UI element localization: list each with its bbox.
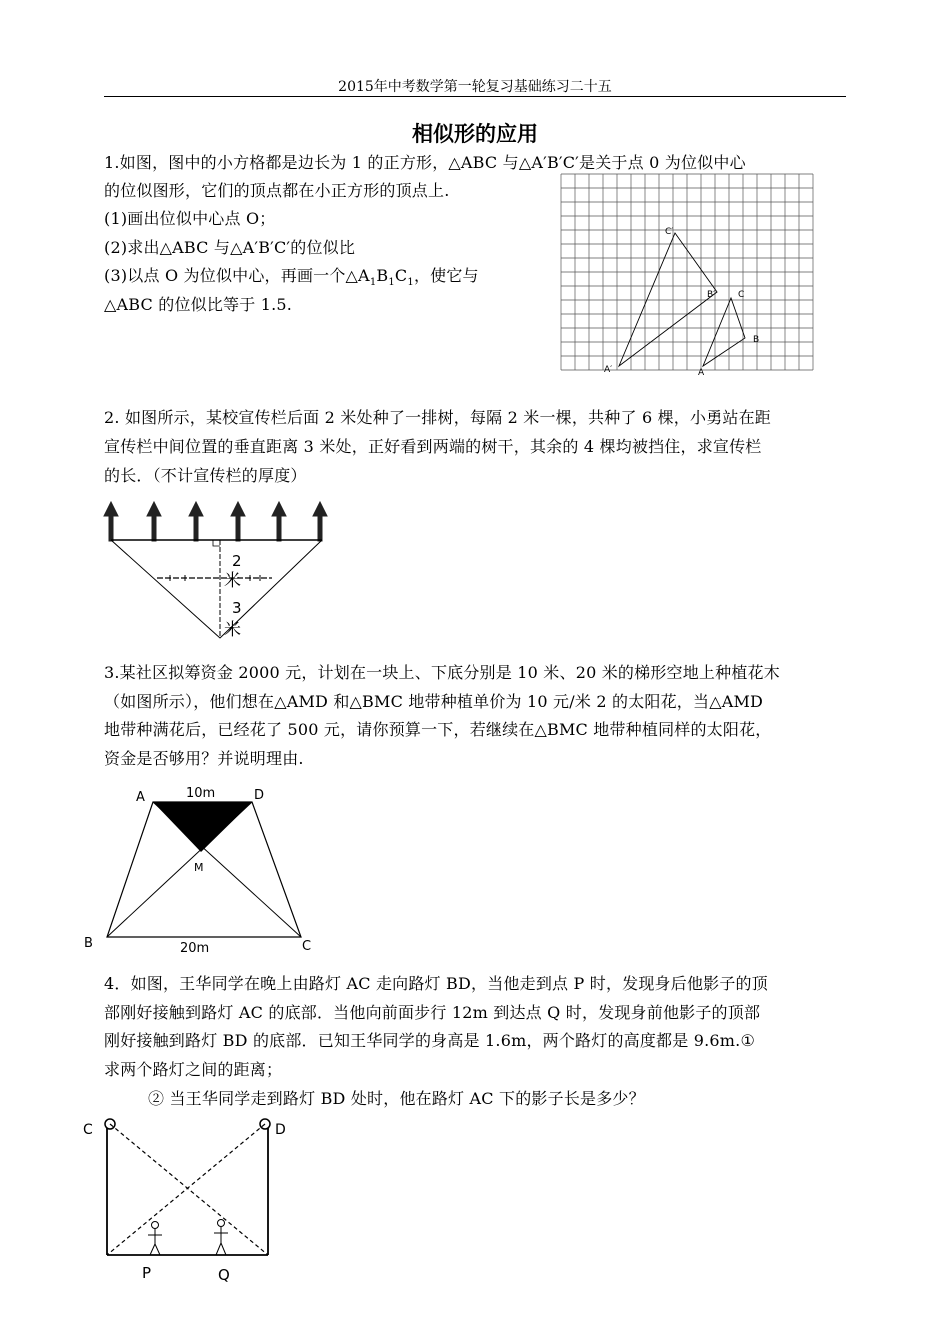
light-ray-from-d (107, 1124, 265, 1255)
right-angle-mark (213, 540, 220, 546)
q2-line-1: 2. 如图所示，某校宣传栏后面 2 米处种了一排树，每隔 2 米一棵，共种了 6 棵，小勇站在距 (104, 408, 772, 427)
q1-part-2: (2)求出△ABC 与△A′B′C′的位似比 (104, 238, 356, 257)
tree-6 (313, 502, 327, 541)
label-d: D (275, 1122, 286, 1138)
q1-part-3-b: B (376, 266, 389, 285)
dist-2-unit: 米 (224, 571, 241, 591)
q2-line-3: 的长．（不计宣传栏的厚度） (104, 466, 307, 485)
tree-4 (231, 502, 245, 541)
q1-sub-3: 1 (407, 277, 414, 289)
label-q: Q (218, 1266, 230, 1284)
q3-line-3: 地带种满花后，已经花了 500 元，请你预算一下，若继续在△BMC 地带种植同样的太阳花， (104, 720, 772, 739)
q2-trees-figure (100, 498, 340, 643)
label-c: C (83, 1122, 93, 1138)
label-top-length: 10m (186, 786, 216, 801)
q1-sub-1: 1 (369, 277, 377, 289)
label-p: P (142, 1264, 152, 1282)
label-a: A (698, 368, 705, 378)
label-c: C (302, 939, 312, 954)
triangle-amd-shaded (153, 802, 252, 852)
page-title: 相似形的应用 (412, 122, 538, 146)
label-b-prime: B′ (707, 290, 716, 300)
person-at-p (148, 1222, 162, 1256)
q4-line-2: 部刚好接触到路灯 AC 的底部．当他向前面步行 12m 到达点 Q 时，发现身前他影子的顶部 (104, 1003, 761, 1022)
q3-trapezoid-figure (80, 780, 320, 955)
q2-line-2: 宣传栏中间位置的垂直距离 3 米处，正好看到两端的树干，其余的 4 棵均被挡住，求宣传栏 (104, 437, 762, 456)
light-ray-from-c (110, 1124, 268, 1255)
tree-2 (147, 502, 161, 541)
dist-3-number: 3 (232, 599, 242, 617)
q4-line-1: 4．如图，王华同学在晚上由路灯 AC 走向路灯 BD，当他走到点 P 时，发现身后他影子的顶 (104, 974, 768, 993)
person-at-q (214, 1220, 228, 1256)
sight-lines (111, 540, 322, 638)
label-a: A (136, 790, 145, 805)
q1-part-3-line-2: △ABC 的位似比等于 1.5. (104, 295, 293, 314)
q1-part-3-d: ，使它与 (413, 266, 479, 285)
label-b: B (84, 936, 93, 951)
q1-sub-2: 1 (388, 277, 395, 289)
tree-3 (189, 502, 203, 541)
dist-2-number: 2 (232, 552, 242, 570)
tree-1 (104, 502, 118, 541)
triangle-a-prime-b-prime-c-prime (619, 233, 717, 366)
q1-part-3-c: C (394, 266, 408, 285)
header-divider (104, 96, 846, 97)
q1-part-3 (104, 263, 479, 288)
label-a-prime: A′ (604, 365, 613, 375)
q4-streetlight-figure (80, 1112, 300, 1287)
q4-line-5: ② 当王华同学走到路灯 BD 处时，他在路灯 AC 下的影子长是多少？ (148, 1089, 645, 1108)
label-b: B (753, 335, 760, 345)
q1-part-1: (1)画出位似中心点 O； (104, 209, 276, 228)
q1-grid-figure (558, 170, 828, 382)
q4-line-4: 求两个路灯之间的距离； (104, 1060, 283, 1079)
label-d: D (254, 788, 265, 803)
label-c: C (738, 290, 745, 300)
q3-line-4: 资金是否够用？并说明理由. (104, 749, 304, 768)
q3-line-1: 3.某社区拟筹资金 2000 元，计划在一块上、下底分别是 10 米、20 米的梯形空地上种植花木 (104, 663, 780, 682)
q1-part-3-a: (3)以点 O 为位似中心，再画一个△A (104, 266, 370, 285)
page-header: 2015年中考数学第一轮复习基础练习二十五 (338, 79, 612, 95)
label-bottom-length: 20m (180, 941, 210, 955)
q4-line-3: 刚好接触到路灯 BD 的底部．已知王华同学的身高是 1.6m，两个路灯的高度都是 9.6m.① (104, 1031, 755, 1050)
q1-line-1: 1.如图，图中的小方格都是边长为 1 的正方形，△ABC 与△A′B′C′是关于点 0 为位似中心 (104, 153, 746, 172)
label-c-prime: C′ (665, 227, 674, 237)
label-m: M (194, 861, 204, 874)
tree-5 (272, 502, 286, 541)
dist-3-unit: 米 (224, 620, 241, 640)
q1-line-2: 的位似图形，它们的顶点都在小正方形的顶点上. (104, 181, 450, 200)
grid-lines (561, 174, 813, 370)
q3-line-2: （如图所示），他们想在△AMD 和△BMC 地带种植单价为 10 元/米 2 的太阳花，当△AMD (104, 692, 764, 711)
